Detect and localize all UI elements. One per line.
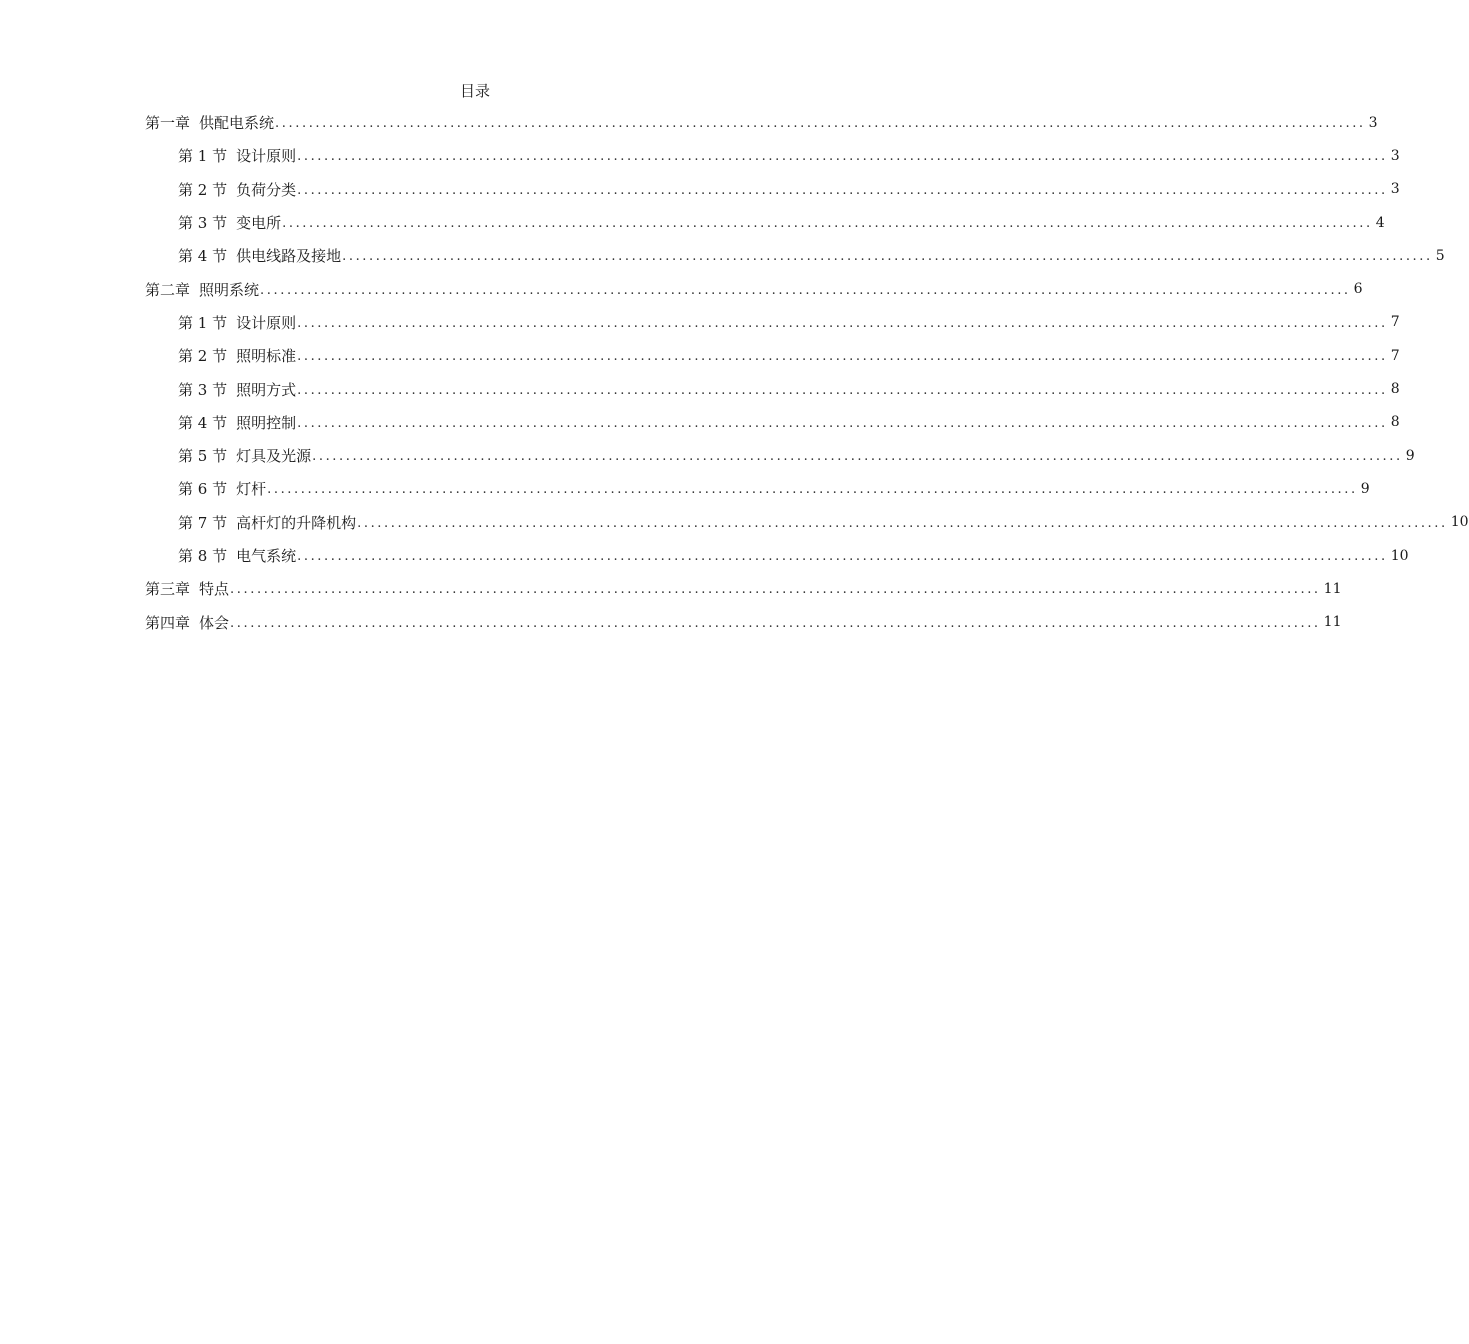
toc-entry-heading: 供电线路及接地 [236,247,342,266]
toc-entry-text [178,478,266,499]
toc-entry-heading: 高杆灯的升降机构 [236,513,357,532]
toc-dot-leader: .................................................................................................................................................................. [275,116,1366,132]
toc-page-number: 9 [1360,480,1370,497]
toc-entry-text [145,578,229,599]
toc-dot-leader: .................................................................................................................................................................. [342,249,1433,265]
toc-entry-section[interactable] [145,506,1469,539]
table-of-contents [145,106,1469,639]
toc-entry-label: 第 4 节 [178,413,228,432]
toc-dot-leader: .................................................................................................................................................................. [297,182,1388,198]
toc-dot-leader: .................................................................................................................................................................. [282,216,1373,232]
toc-page-number: 11 [1323,614,1342,631]
toc-page-number: 3 [1390,147,1400,164]
toc-entry-text [178,145,296,166]
toc-entry-section[interactable] [145,539,1409,572]
toc-entry-text [178,212,281,233]
toc-page-number: 5 [1435,247,1445,264]
toc-entry-label: 第 5 节 [178,447,228,466]
toc-entry-heading: 照明方式 [236,380,297,399]
toc-entry-text [178,512,356,533]
toc-entry-label: 第 3 节 [178,380,228,399]
toc-entry-section[interactable] [145,472,1370,505]
toc-page-number: 4 [1375,214,1385,231]
toc-dot-leader: .................................................................................................................................................................. [267,482,1358,498]
toc-entry-heading: 电气系统 [236,547,297,565]
toc-dot-leader: .................................................................................................................................................................. [230,582,1321,598]
toc-entry-text [145,612,229,633]
toc-entry-text [178,245,341,266]
toc-dot-leader: .................................................................................................................................................................. [297,382,1388,398]
toc-entry-section[interactable] [145,439,1415,472]
toc-entry-heading: 特点 [199,580,230,599]
toc-entry-text [178,345,296,366]
toc-entry-section[interactable] [145,406,1400,439]
toc-entry-section[interactable] [145,372,1400,405]
toc-entry-section[interactable] [145,206,1385,239]
toc-entry-label: 第四章 [145,613,191,632]
toc-page-number: 7 [1390,314,1400,331]
toc-entry-heading: 负荷分类 [236,180,297,199]
toc-entry-heading: 照明系统 [199,280,260,299]
toc-page-number: 7 [1390,347,1400,364]
toc-entry-text [178,312,296,333]
toc-entry-label: 第 4 节 [178,247,228,266]
toc-entry-section[interactable] [145,173,1400,206]
toc-entry-label: 第三章 [145,580,191,599]
toc-dot-leader: .................................................................................................................................................................. [297,315,1388,331]
toc-entry-heading: 照明控制 [236,413,297,432]
toc-entry-label: 第 2 节 [178,347,228,366]
toc-dot-leader: .................................................................................................................................................................. [312,449,1403,465]
toc-page-number: 9 [1405,447,1415,464]
toc-title: 目录 [459,82,490,100]
toc-page-number: 8 [1390,381,1400,398]
toc-entry-text [145,112,274,133]
toc-entry-label: 第 1 节 [178,313,228,332]
toc-dot-leader: .................................................................................................................................................................. [297,149,1388,165]
toc-entry-section[interactable] [145,339,1400,372]
toc-entry-heading: 供配电系统 [199,114,275,133]
toc-entry-text [178,545,296,566]
toc-page-number: 3 [1390,181,1400,198]
toc-entry-label: 第 6 节 [178,480,228,499]
toc-entry-chapter-2[interactable] [145,272,1363,305]
toc-page-number: 10 [1450,514,1469,531]
toc-dot-leader: .................................................................................................................................................................. [297,415,1388,431]
toc-entry-text [178,445,311,466]
toc-entry-label: 第一章 [145,114,191,133]
toc-entry-heading: 灯具及光源 [236,447,312,466]
toc-page-number: 8 [1390,414,1400,431]
toc-entry-text [178,412,296,433]
toc-dot-leader: .................................................................................................................................................................. [260,282,1351,298]
toc-entry-heading: 体会 [199,613,230,632]
toc-entry-heading: 变电所 [236,214,282,233]
toc-entry-label: 第 1 节 [178,147,228,166]
toc-dot-leader: .................................................................................................................................................................. [297,349,1388,365]
toc-entry-chapter-3[interactable] [145,572,1342,605]
toc-dot-leader: .................................................................................................................................................................. [357,515,1448,531]
toc-entry-section[interactable] [145,139,1400,172]
toc-entry-chapter-1[interactable] [145,106,1378,139]
toc-entry-section[interactable] [145,239,1445,272]
toc-entry-label: 第 2 节 [178,180,228,199]
toc-entry-label: 第二章 [145,280,191,299]
toc-entry-label: 第 7 节 [178,513,228,532]
toc-entry-heading: 照明标准 [236,347,297,366]
toc-entry-heading: 灯杆 [236,480,267,499]
toc-entry-label: 第 8 节 [178,547,228,565]
toc-dot-leader: .................................................................................................................................................................. [297,549,1388,564]
toc-entry-label: 第 3 节 [178,214,228,233]
toc-page-number: 11 [1323,580,1342,597]
toc-entry-text [145,279,259,300]
toc-entry-chapter-4[interactable] [145,605,1342,638]
toc-page-number: 6 [1353,281,1363,298]
toc-entry-section[interactable] [145,306,1400,339]
toc-entry-heading: 设计原则 [236,313,297,332]
toc-page-number: 3 [1368,114,1378,131]
toc-entry-text [178,379,296,400]
toc-entry-heading: 设计原则 [236,147,297,166]
toc-entry-text [178,179,296,200]
toc-page-number: 10 [1390,547,1409,564]
toc-dot-leader: .................................................................................................................................................................. [230,615,1321,631]
